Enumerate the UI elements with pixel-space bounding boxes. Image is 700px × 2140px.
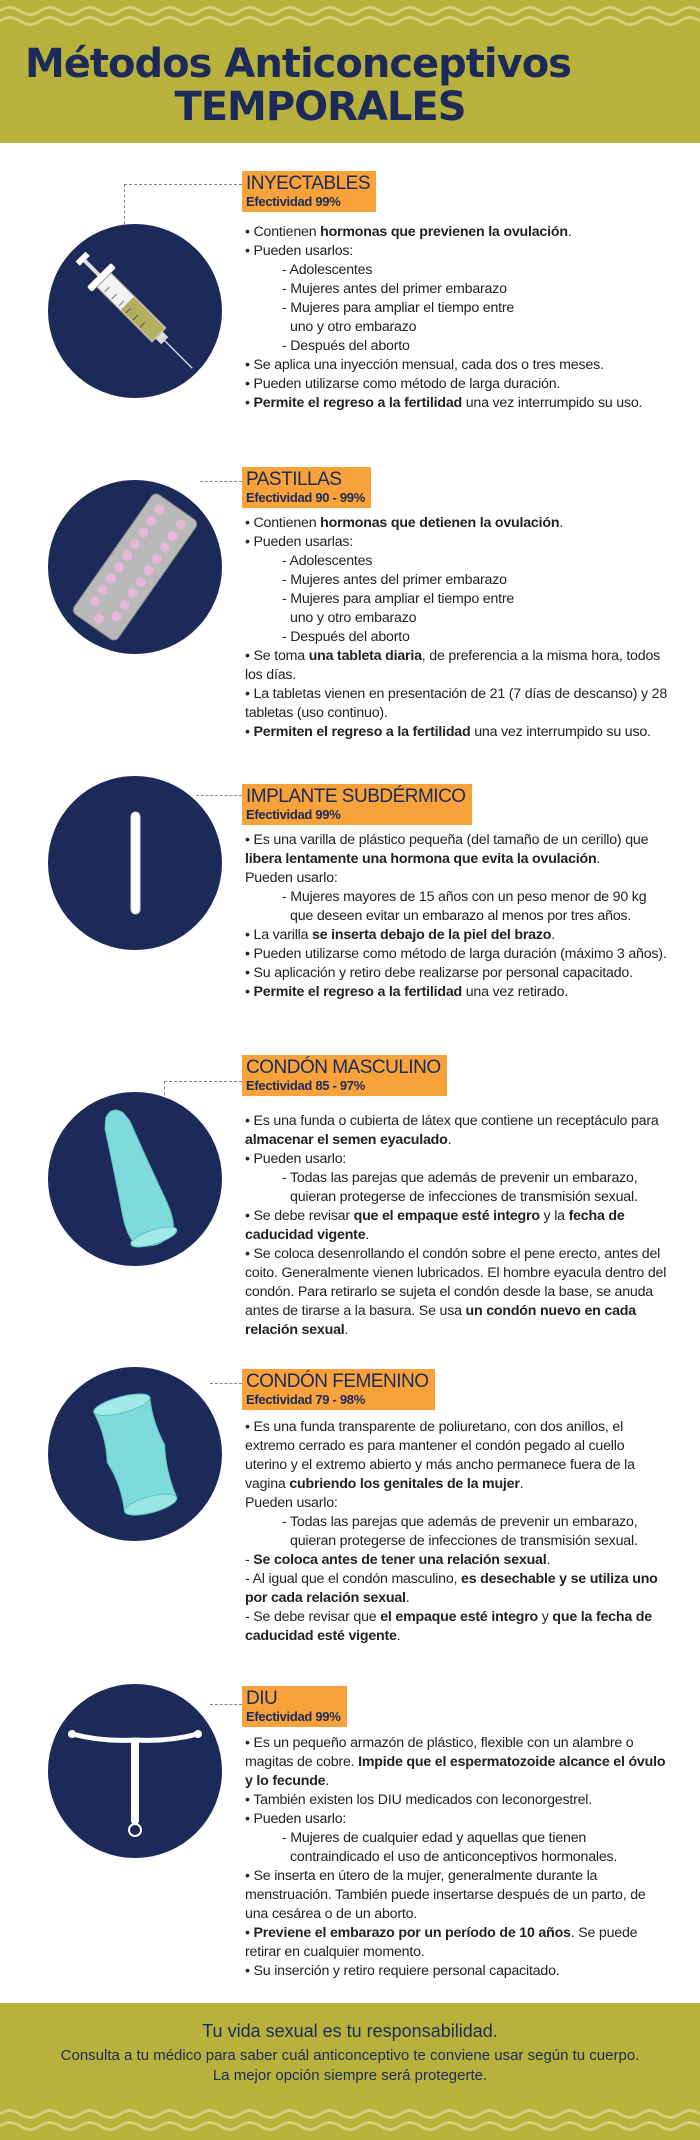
text-fragment: - Se debe revisar que	[245, 1609, 381, 1625]
header-banner	[0, 0, 700, 143]
description-line	[245, 1734, 670, 1791]
text-fragment: • Es un pequeño armazón de plástico, flexible con un alambre o magitas de cobre.	[245, 1735, 634, 1770]
text-fragment: .	[344, 1322, 349, 1338]
description-line: quieran protegerse de infecciones de transmisión sexual.	[290, 1533, 638, 1549]
text-fragment: una vez retirado.	[461, 984, 569, 1000]
method-description	[245, 831, 670, 1002]
description-line: • Se aplica una inyección mensual, cada dos o tres meses.	[245, 357, 604, 373]
description-line: • Su aplicación y retiro debe realizarse por personal capacitado.	[245, 965, 633, 981]
text-fragment: • Es una varilla de plástico pequeña (del tamaño de un cerillo) que	[245, 832, 649, 848]
method-label	[242, 1686, 347, 1727]
text-fragment: una vez interrumpido su uso.	[461, 395, 643, 411]
text-fragment: y la	[539, 1208, 569, 1224]
description-line: - Adolescentes	[282, 553, 373, 569]
method-name: DIU	[246, 1688, 278, 1709]
text-fragment: • Es una funda o cubierta de látex que contiene un receptáculo para	[245, 1113, 659, 1129]
method-label	[242, 1055, 447, 1096]
method-effectiveness: Efectividad 99%	[246, 1709, 341, 1724]
method-label	[242, 1369, 435, 1410]
emphasis-text: Permiten el regreso a la fertilidad	[253, 724, 471, 740]
emphasis-text: almacenar el semen eyaculado	[245, 1132, 448, 1148]
text-fragment: .	[365, 1227, 370, 1243]
text-fragment: - Al igual que el condón masculino,	[245, 1571, 461, 1587]
emphasis-text: cubriendo los genitales de la mujer	[289, 1476, 520, 1492]
text-fragment: .	[396, 1628, 401, 1644]
text-fragment: .	[567, 224, 572, 240]
description-line	[245, 1570, 670, 1608]
text-fragment: . Se puede retirar en cualquier momento.	[245, 1925, 638, 1960]
description-line: - Después del aborto	[282, 338, 410, 354]
description-line: • Pueden utilizarse como método de larga duración.	[245, 376, 561, 392]
description-line: uno y otro embarazo	[290, 319, 417, 335]
text-fragment: , de preferencia a la misma hora, todos los días.	[245, 648, 661, 683]
text-fragment: • Contienen	[245, 224, 321, 240]
text-fragment: .	[559, 515, 564, 531]
emphasis-text: se inserta debajo de la piel del brazo	[312, 927, 552, 943]
description-line	[245, 831, 670, 869]
description-line	[245, 514, 670, 533]
method-effectiveness: Efectividad 99%	[246, 194, 341, 209]
decorative-wave-bottom-2	[0, 2119, 700, 2133]
syringe-icon	[48, 224, 222, 398]
text-fragment: .	[596, 851, 601, 867]
method-description	[245, 1418, 670, 1646]
description-line: - Adolescentes	[282, 262, 373, 278]
description-line: • Se inserta en útero de la mujer, generalmente durante la menstruación. También puede insertarse después de un parto, de una cesárea o de un aborto.	[245, 1868, 646, 1922]
description-line: - Mujeres antes del primer embarazo	[282, 572, 507, 588]
text-fragment: •	[245, 984, 254, 1000]
emphasis-text: Permite el regreso a la fertilidad	[253, 395, 462, 411]
description-line: • Pueden usarlas:	[245, 534, 354, 550]
description-line: que deseen evitar un embarazo al menos por tres años.	[290, 908, 632, 924]
text-fragment: • Se toma	[245, 648, 309, 664]
emphasis-text: que el empaque esté integro	[353, 1208, 540, 1224]
description-line: - Mujeres de cualquier edad y aquellas que tienen	[282, 1830, 587, 1846]
description-line	[245, 723, 670, 742]
description-line	[245, 1608, 670, 1646]
emphasis-text: el empaque esté integro	[380, 1609, 539, 1625]
description-line	[245, 1112, 670, 1150]
female-condom-icon	[48, 1367, 222, 1541]
description-line: • Pueden usarlo:	[245, 1811, 347, 1827]
method-label	[242, 171, 376, 212]
description-line: • La tabletas vienen en presentación de 21 (7 días de descanso) y 28 tabletas (uso continuo).	[245, 686, 668, 721]
footer-advice: Consulta a tu médico para saber cuál anticonceptivo te conviene usar según tu cuerpo.	[60, 2047, 640, 2064]
description-line: Pueden usarlo:	[245, 1495, 338, 1511]
text-fragment: .	[546, 1552, 551, 1568]
method-label	[242, 784, 472, 825]
description-line: - Después del aborto	[282, 629, 410, 645]
iud-icon	[48, 1684, 222, 1858]
description-line	[245, 1551, 670, 1570]
implant-rod-icon	[48, 776, 222, 950]
method-effectiveness: Efectividad 79 - 98%	[246, 1392, 365, 1407]
description-line	[245, 394, 670, 413]
method-label	[242, 467, 371, 508]
method-name: CONDÓN FEMENINO	[246, 1371, 429, 1392]
male-condom-icon	[48, 1092, 222, 1266]
page-title: Métodos Anticonceptivos	[25, 41, 571, 87]
emphasis-text: un condón nuevo en cada relación sexual	[245, 1303, 636, 1338]
description-line	[245, 647, 670, 685]
text-fragment: •	[245, 395, 254, 411]
text-fragment: • Contienen	[245, 515, 321, 531]
emphasis-text: Se coloca antes de tener una relación sexual	[253, 1552, 547, 1568]
emphasis-text: Permite el regreso a la fertilidad	[253, 984, 462, 1000]
method-effectiveness: Efectividad 90 - 99%	[246, 490, 365, 505]
description-line: • Pueden utilizarse como método de larga duración (máximo 3 años).	[245, 946, 667, 962]
description-line: - Mujeres antes del primer embarazo	[282, 281, 507, 297]
emphasis-text: hormonas que previenen la ovulación	[320, 224, 568, 240]
text-fragment: .	[405, 1590, 410, 1606]
emphasis-text: Impide que el espermatozoide alcance el óvulo y lo fecunde	[245, 1754, 666, 1789]
description-line: • Pueden usarlo:	[245, 1151, 347, 1167]
text-fragment: • La varilla	[245, 927, 313, 943]
text-fragment: -	[245, 1552, 254, 1568]
text-fragment: •	[245, 1925, 254, 1941]
footer-tagline: Tu vida sexual es tu responsabilidad.	[202, 2021, 498, 2041]
emphasis-text: una tableta diaria	[308, 648, 422, 664]
description-line: quieran protegerse de infecciones de transmisión sexual.	[290, 1189, 638, 1205]
description-line: • También existen los DIU medicados con leconorgestrel.	[245, 1792, 592, 1808]
description-line: Pueden usarlo:	[245, 870, 338, 886]
method-description	[245, 1734, 670, 1981]
emphasis-text: fecha de caducidad vigente	[245, 1208, 625, 1243]
description-line: - Mujeres mayores de 15 años con un peso menor de 90 kg	[282, 889, 647, 905]
description-line: uno y otro embarazo	[290, 610, 417, 626]
description-line	[245, 926, 670, 945]
method-description	[245, 223, 670, 413]
description-line: • Su inserción y retiro requiere personal capacitado.	[245, 1963, 560, 1979]
pill-pack-icon	[48, 480, 222, 654]
description-line: - Mujeres para ampliar el tiempo entre	[282, 591, 515, 607]
method-name: IMPLANTE SUBDÉRMICO	[246, 786, 466, 807]
method-name: PASTILLAS	[246, 469, 342, 490]
description-line: - Todas las parejas que además de prevenir un embarazo,	[282, 1514, 638, 1530]
footer-closing: La mejor opción siempre será protegerte.	[212, 2067, 488, 2084]
description-line: • Pueden usarlos:	[245, 243, 354, 259]
description-line: - Todas las parejas que además de prevenir un embarazo,	[282, 1170, 638, 1186]
page-subtitle: TEMPORALES	[174, 84, 466, 130]
emphasis-text: es desechable y se utiliza uno por cada relación sexual	[245, 1571, 658, 1606]
text-fragment: .	[447, 1132, 452, 1148]
footer-banner	[0, 2003, 700, 2140]
method-name: CONDÓN MASCULINO	[246, 1057, 441, 1078]
decorative-wave-top-2	[0, 14, 700, 28]
method-description	[245, 1112, 670, 1340]
text-fragment: .	[551, 927, 555, 943]
description-line: - Mujeres para ampliar el tiempo entre	[282, 300, 515, 316]
description-line	[245, 1924, 670, 1962]
connector-line	[124, 184, 242, 224]
emphasis-text: libera lentamente una hormona que evita la ovulación	[245, 851, 597, 867]
description-line	[245, 1207, 670, 1245]
text-fragment: una vez interrumpido su uso.	[470, 724, 651, 740]
emphasis-text: Previene el embarazo por un período de 10 años	[253, 1925, 571, 1941]
text-fragment: .	[519, 1476, 524, 1492]
text-fragment: • Es una funda transparente de poliuretano, con dos anillos, el extremo cerrado es para mantener el condón pegado al cuello uterino y el extremo abierto y más ancho permanece fuera de la vagina	[245, 1419, 635, 1492]
emphasis-text: que la fecha de caducidad esté vigente	[245, 1609, 652, 1644]
text-fragment: • Se debe revisar	[245, 1208, 354, 1224]
text-fragment: y	[538, 1609, 553, 1625]
emphasis-text: hormonas que detienen la ovulación	[320, 515, 560, 531]
description-line	[245, 983, 670, 1002]
text-fragment: •	[245, 724, 254, 740]
description-line: contraindicado el uso de anticonceptivos hormonales.	[290, 1849, 618, 1865]
text-fragment: • Se coloca desenrollando el condón sobre el pene erecto, antes del coito. Generalmente vienen lubricados. El hombre eyacula dentro del condón. Para retirarlo se sujeta el condón desde la base, se anuda antes de tirarse a la basura. Se usa	[245, 1246, 667, 1319]
method-name: INYECTABLES	[246, 173, 371, 194]
method-description	[245, 514, 670, 742]
description-line	[245, 1245, 670, 1340]
description-line	[245, 223, 670, 242]
text-fragment: .	[325, 1773, 330, 1789]
description-line	[245, 1418, 670, 1494]
method-effectiveness: Efectividad 85 - 97%	[246, 1078, 365, 1093]
method-effectiveness: Efectividad 99%	[246, 807, 341, 822]
